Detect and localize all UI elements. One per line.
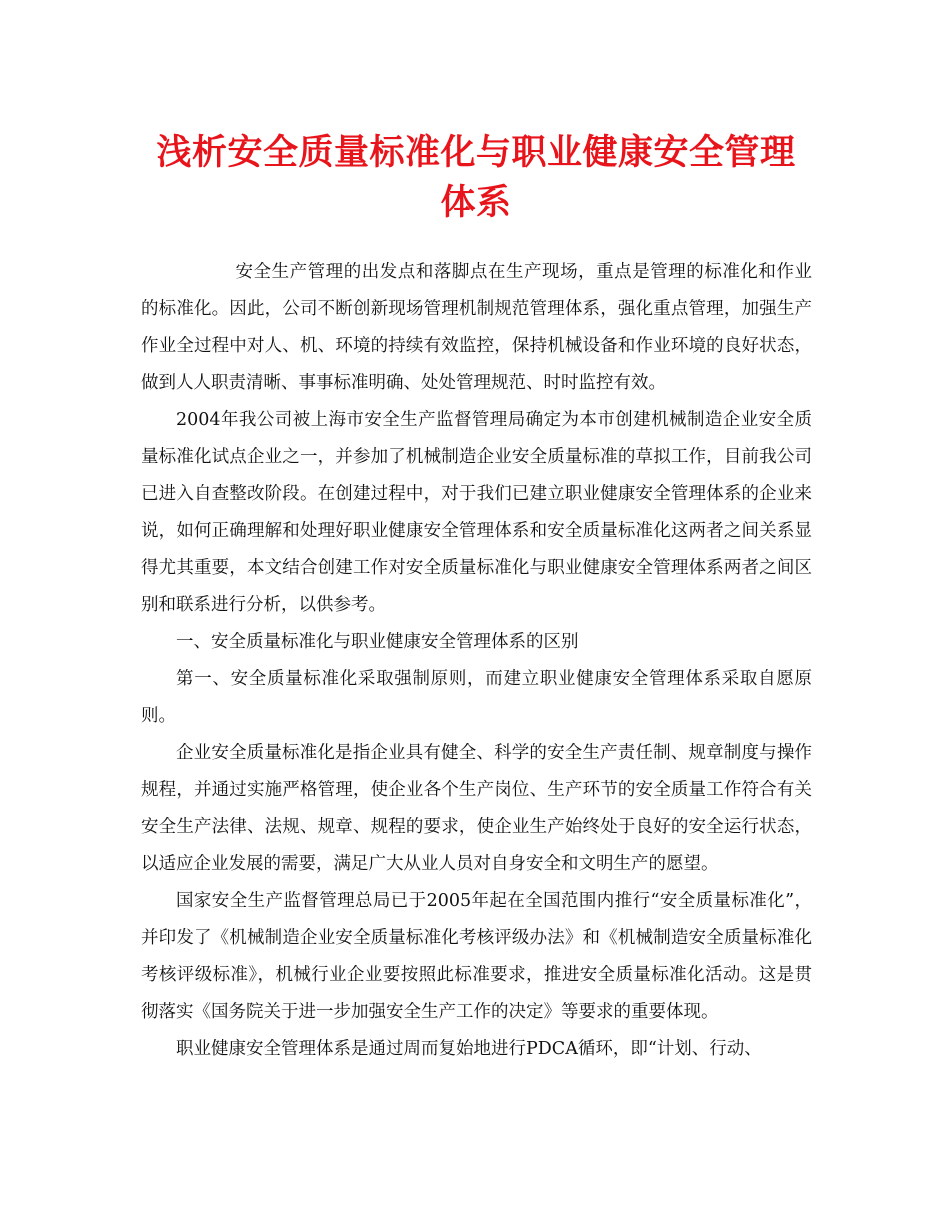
document-body — [141, 254, 812, 1068]
paragraph-ohsms-intro: 职业健康安全管理体系是通过周而复始地进行PDCA循环，即“计划、行动、 — [176, 1039, 762, 1059]
paragraph-standardization-definition: 企业安全质量标准化是指企业具有健全、科学的安全生产责任制、规章制度与操作规程，并通过实施严格管理，使企业各个生产岗位、生产环节的安全质量工作符合有关安全生产法律、法规、规章、规程的要求，使企业生产始终处于良好的安全运行状态，以适应企业发展的需要，满足广大从业人员对自身安全和文明生产的愿望。 — [141, 743, 812, 874]
paragraph-background: 2004年我公司被上海市安全生产监督管理局确定为本市创建机械制造企业安全质量标准化试点企业之一，并参加了机械制造企业安全质量标准的草拟工作，目前我公司已进入自查整改阶段。在创建过程中，对于我们已建立职业健康安全管理体系的企业来说，如何正确理解和处理好职业健康安全管理体系和安全质量标准化这两者之间关系显得尤其重要，本文结合创建工作对安全质量标准化与职业健康安全管理体系两者之间区别和联系进行分析，以供参考。 — [141, 410, 812, 615]
paragraph-first-difference: 第一、安全质量标准化采取强制原则，而建立职业健康安全管理体系采取自愿原则。 — [141, 669, 812, 726]
document-title: 浅析安全质量标准化与职业健康安全管理体系 — [156, 133, 796, 223]
paragraph-national-policy: 国家安全生产监督管理总局已于2005年起在全国范围内推行“安全质量标准化”，并印发了《机械制造企业安全质量标准化考核评级办法》和《机械制造安全质量标准化考核评级标准》，机械行业企业要按照此标准要求，推进安全质量标准化活动。这是贯彻落实《国务院关于进一步加强安全生产工作的决定》等要求的重要体现。 — [141, 891, 812, 1022]
paragraph-intro: 安全生产管理的出发点和落脚点在生产现场，重点是管理的标准化和作业的标准化。因此，公司不断创新现场管理机制规范管理体系，强化重点管理，加强生产作业全过程中对人、机、环境的持续有效监控，保持机械设备和作业环境的良好状态，做到人人职责清晰、事事标准明确、处处管理规范、时时监控有效。 — [141, 262, 812, 393]
section-heading-differences: 一、安全质量标准化与职业健康安全管理体系的区别 — [176, 632, 579, 652]
